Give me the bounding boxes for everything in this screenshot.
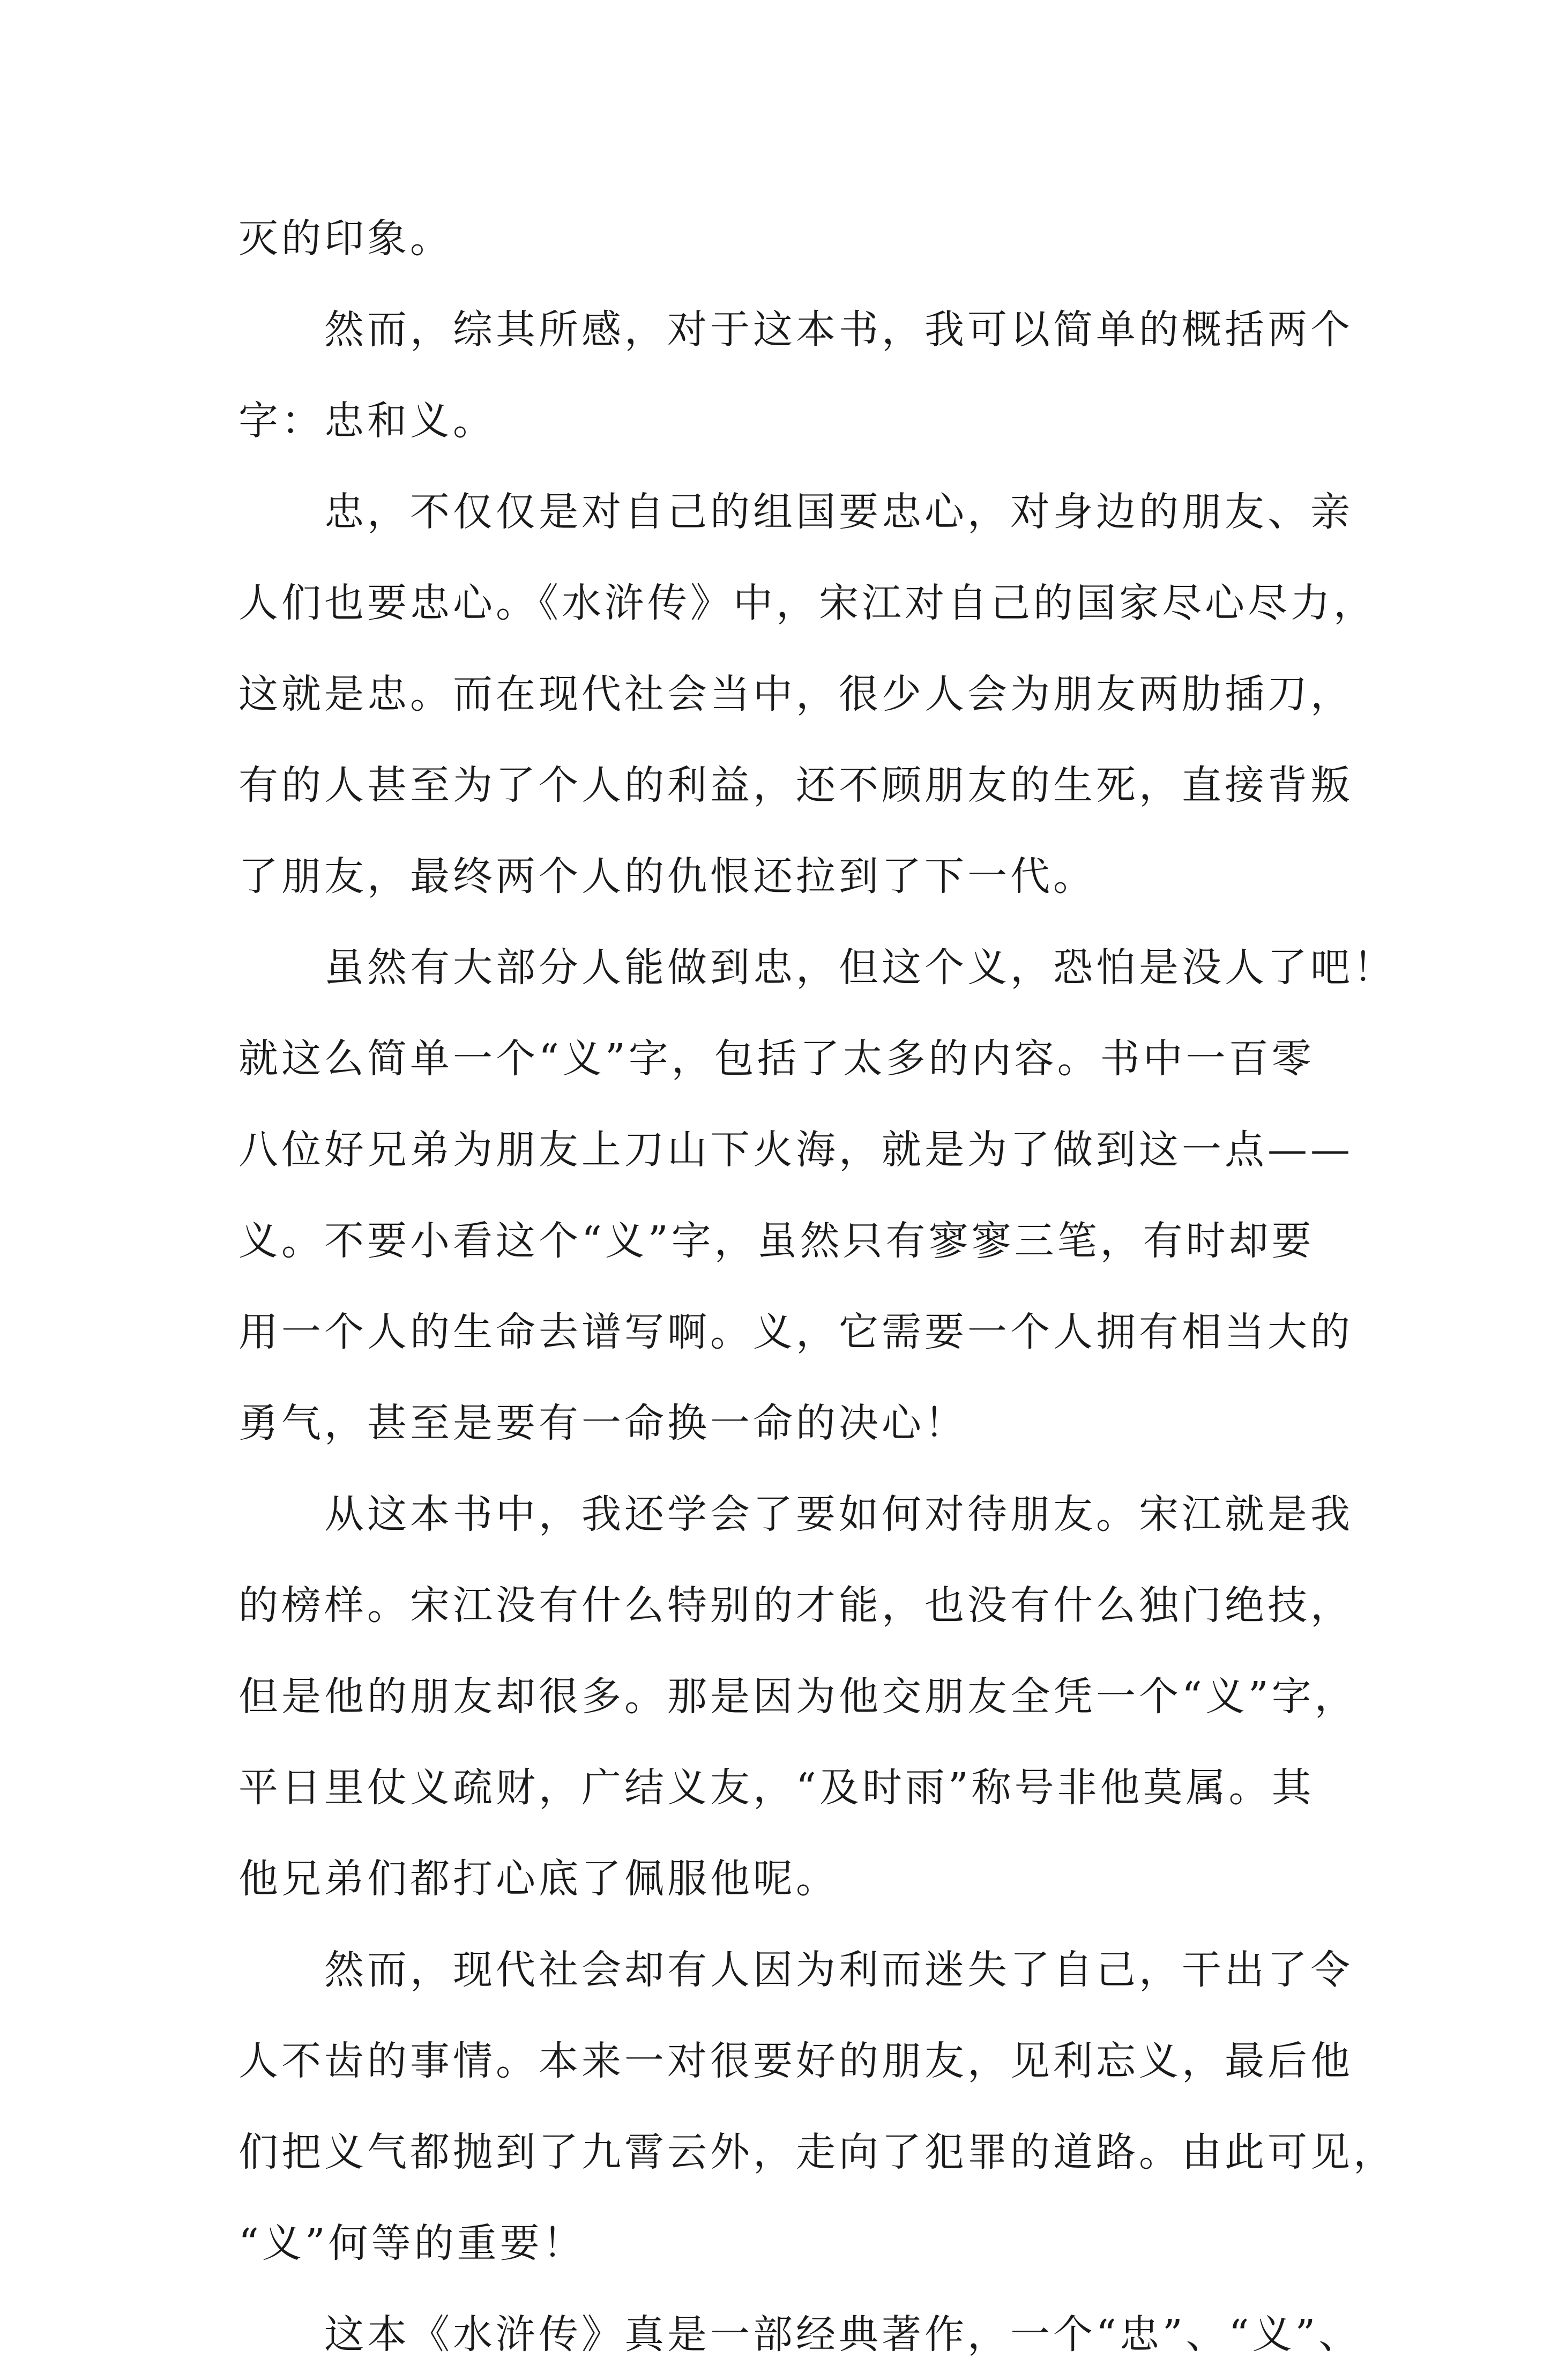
text-line: 这本《水浒传》真是一部经典著作，一个“忠”、“义”、 xyxy=(324,2311,1362,2357)
text-line: 忠，不仅仅是对自己的组国要忠心，对身边的朋友、亲 xyxy=(324,489,1353,535)
text-line: “义”何等的重要！ xyxy=(238,2220,586,2266)
text-line: 用一个人的生命去谱写啊。义，它需要一个人拥有相当大的 xyxy=(238,1309,1353,1355)
text-line: 人不齿的事情。本来一对很要好的朋友，见利忘义，最后他 xyxy=(238,2038,1353,2084)
essay-body xyxy=(238,193,1396,2380)
text-line: 勇气，甚至是要有一命换一命的决心！ xyxy=(238,1400,967,1446)
text-line: 然而，现代社会却有人因为利而迷失了自己，干出了令 xyxy=(324,1947,1353,1993)
text-line: 了朋友，最终两个人的仇恨还拉到了下一代。 xyxy=(238,853,1096,899)
text-line: 他兄弟们都打心底了佩服他呢。 xyxy=(238,1856,839,1902)
text-line: 人们也要忠心。《水浒传》中，宋江对自己的国家尽心尽力， xyxy=(238,580,1376,626)
text-line: 有的人甚至为了个人的利益，还不顾朋友的生死，直接背叛 xyxy=(238,762,1353,808)
text-line: 字：忠和义。 xyxy=(238,398,496,444)
text-line: 的榜样。宋江没有什么特别的才能，也没有什么独门绝技， xyxy=(238,1582,1353,1628)
text-line: 然而，综其所感，对于这本书，我可以简单的概括两个 xyxy=(324,307,1353,353)
text-line: 平日里仗义疏财，广结义友，“及时雨”称号非他莫属。其 xyxy=(238,1765,1315,1811)
text-line: 义。不要小看这个“义”字，虽然只有寥寥三笔，有时却要 xyxy=(238,1218,1315,1264)
text-line: 们把义气都抛到了九霄云外，走向了犯罪的道路。由此可见， xyxy=(238,2129,1396,2175)
text-line: 虽然有大部分人能做到忠，但这个义，恐怕是没人了吧！ xyxy=(324,944,1396,991)
text-line: 但是他的朋友却很多。那是因为他交朋友全凭一个“义”字， xyxy=(238,1674,1358,1720)
text-line: 灭的印象。 xyxy=(238,215,453,262)
text-line: 从这本书中，我还学会了要如何对待朋友。宋江就是我 xyxy=(324,1491,1353,1537)
text-line: 就这么简单一个“义”字，包括了太多的内容。书中一百零 xyxy=(238,1036,1315,1082)
text-line: 这就是忠。而在现代社会当中，很少人会为朋友两肋插刀， xyxy=(238,671,1353,717)
text-line: 八位好兄弟为朋友上刀山下火海，就是为了做到这一点—— xyxy=(238,1127,1353,1173)
